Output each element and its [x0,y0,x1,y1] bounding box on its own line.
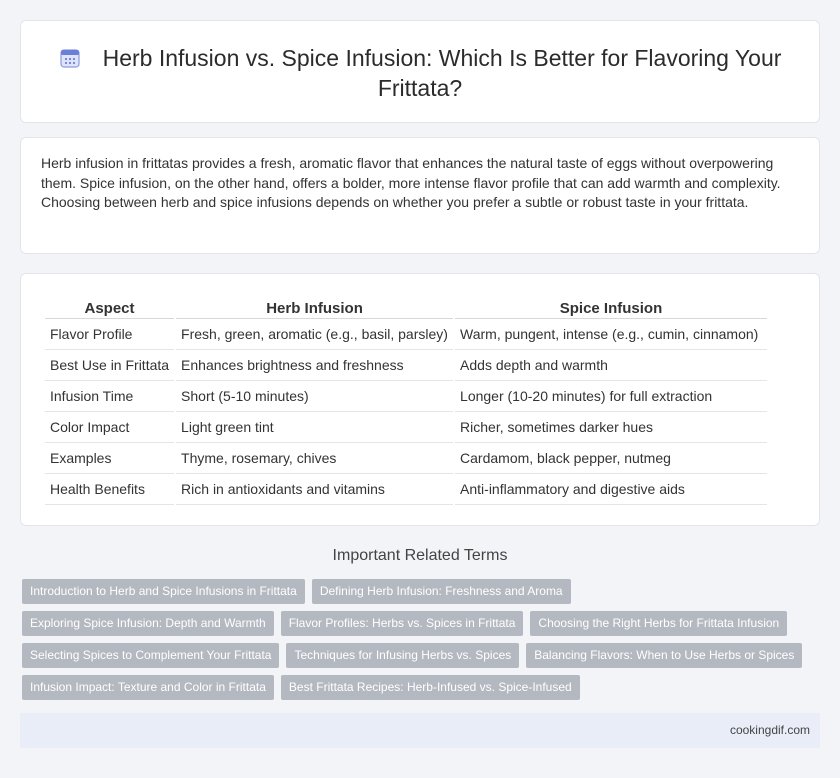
comparison-card [20,273,820,526]
related-term-link[interactable]: Introduction to Herb and Spice Infusions in Frittata [22,579,305,604]
title-card [20,20,820,123]
comparison-table [43,295,769,505]
tag-row [22,579,822,611]
table-cell: Examples [45,443,174,474]
intro-card [20,137,820,254]
table-cell: Health Benefits [45,474,174,505]
page-title [41,43,799,103]
table-row [45,381,767,412]
table-cell: Light green tint [176,412,453,443]
related-terms-list [22,579,822,707]
related-term-link[interactable]: Balancing Flavors: When to Use Herbs or Spices [526,643,802,668]
table-row [45,474,767,505]
tag-row [22,675,822,707]
column-header: Spice Infusion [455,295,767,319]
table-row [45,412,767,443]
table-row [45,350,767,381]
table-cell: Warm, pungent, intense (e.g., cumin, cinnamon) [455,319,767,350]
page-title-text: Herb Infusion vs. Spice Infusion: Which Is Better for Flavoring Your Frittata? [102,45,782,101]
related-term-link[interactable]: Best Frittata Recipes: Herb-Infused vs. Spice-Infused [281,675,580,700]
table-cell: Longer (10-20 minutes) for full extraction [455,381,767,412]
table-cell: Enhances brightness and freshness [176,350,453,381]
table-cell: Anti-inflammatory and digestive aids [455,474,767,505]
table-cell: Rich in antioxidants and vitamins [176,474,453,505]
tag-row [22,611,822,643]
related-terms-heading: Important Related Terms [332,547,508,564]
table-cell: Flavor Profile [45,319,174,350]
site-name[interactable]: cookingdif.com [729,723,810,737]
column-header: Herb Infusion [176,295,453,319]
related-term-link[interactable]: Selecting Spices to Complement Your Frittata [22,643,279,668]
table-cell: Infusion Time [45,381,174,412]
footer [20,713,820,748]
table-cell: Best Use in Frittata [45,350,174,381]
table-cell: Thyme, rosemary, chives [176,443,453,474]
table-cell: Fresh, green, aromatic (e.g., basil, parsley) [176,319,453,350]
table-row [45,319,767,350]
tag-row [22,643,822,675]
table-cell: Adds depth and warmth [455,350,767,381]
related-term-link[interactable]: Techniques for Infusing Herbs vs. Spices [286,643,519,668]
related-term-link[interactable]: Defining Herb Infusion: Freshness and Aroma [312,579,571,604]
table-cell: Color Impact [45,412,174,443]
table-header-row [45,295,767,319]
intro-paragraph: Herb infusion in frittatas provides a fresh, aromatic flavor that enhances the natural taste of eggs without overpowering them. Spice infusion, on the other hand, offers a bolder, more intense flavor profile that can add warmth and complexity. Choosing between herb and spice infusions depends on whether you prefer a subtle or robust taste in your frittata. [41,155,781,210]
table-row [45,443,767,474]
column-header: Aspect [45,295,174,319]
related-term-link[interactable]: Flavor Profiles: Herbs vs. Spices in Frittata [281,611,524,636]
table-cell: Cardamom, black pepper, nutmeg [455,443,767,474]
table-cell: Short (5-10 minutes) [176,381,453,412]
table-cell: Richer, sometimes darker hues [455,412,767,443]
calendar-icon [59,47,81,69]
related-term-link[interactable]: Exploring Spice Infusion: Depth and Warmth [22,611,274,636]
related-term-link[interactable]: Infusion Impact: Texture and Color in Frittata [22,675,274,700]
related-term-link[interactable]: Choosing the Right Herbs for Frittata Infusion [530,611,787,636]
